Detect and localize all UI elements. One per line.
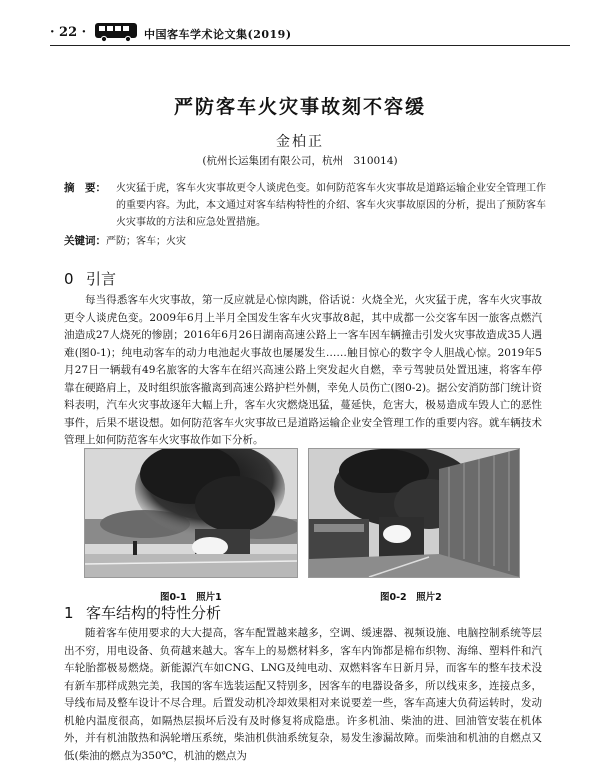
page-number: · 22 · (50, 25, 87, 40)
abstract-label: 摘 要： (64, 182, 106, 194)
keywords-text: 严防；客车；火灾 (106, 236, 186, 247)
section-number: 0 (64, 270, 74, 288)
journal-title: 中国客车学术论文集(2019) (144, 28, 292, 41)
bus-fire-photo-2 (308, 448, 520, 578)
intro-paragraph: 每当得悉客车火灾事故，第一反应就是心惊肉跳，俗话说：火烧全光，火灾猛于虎，客车火灾事故更令人谈虎色变。2009年6月上半月全国发生客车火灾事故8起，其中成都一公交客车因一旅客点燃汽油造成27人烧死的惨剧；2016年6月26日湖南高速公路上一客车因车辆撞击引发火灾事故造成35人遇难(图0-1)；纯电动客车的动力电池起火事故也屡屡发生……触目惊心的数字令人胆战心惊。2019年5月27日一辆载有49名旅客的大客车在绍兴高速公路上突发起火自燃，幸亏驾驶员处置迅速，将客车停靠在硬路肩上，及时组织旅客撤离到高速公路护栏外侧，幸免人员伤亡(图0-2)。据公安消防部门统计资料表明，汽车火灾事故逐年大幅上升，客车火灾燃烧迅猛，蔓延快，危害大，极易造成车毁人亡的恶性事件，后果不堪设想。如何防范客车火灾事故已是道路运输企业安全管理工作的重要内容。就车辆技术管理上如何防范客车火灾事故作如下分析。 (64, 294, 542, 446)
section-title: 客车结构的特性分析 (86, 604, 222, 622)
section-heading-intro (64, 268, 116, 289)
section-number: 1 (64, 604, 74, 622)
section-title: 引言 (86, 270, 117, 288)
bus-fire-photo-1 (84, 448, 298, 578)
header-divider (50, 45, 570, 46)
article-title: 严防客车火灾事故刻不容缓 (173, 96, 426, 118)
figure-caption-2: 图0-2 照片2 (380, 592, 442, 603)
bus-logo-icon (94, 20, 138, 42)
page-header (50, 18, 570, 48)
keywords-line (64, 232, 186, 248)
abstract-text: 火灾猛于虎，客车火灾事故更令人谈虎色变。如何防范客车火灾事故是道路运输企业安全管理工作的重要内容。为此，本文通过对客车结构特性的介绍、客车火灾事故原因的分析，提出了预防客车火灾事故的方法和应急处置措施。 (116, 183, 546, 228)
keywords-label: 关键词： (64, 235, 106, 247)
figure-caption-1: 图0-1 照片1 (160, 592, 222, 603)
author-affiliation: (杭州长运集团有限公司，杭州 310014) (202, 155, 398, 167)
section-heading-structure (64, 602, 221, 623)
structure-paragraph: 随着客车使用要求的大大提高，客车配置越来越多，空调、缓速器、视频设施、电脑控制系统等层出不穷，用电设备、负荷越来越大。客车上的易燃材料多，客车内饰都是棉布织物、海绵、塑料件和汽车轮胎都极易燃烧。新能源汽车如CNG、LNG及纯电动、双燃料客车日新月异，而客车的整车技术没有新车那样成熟完美，我国的客车选装运配又特别多，因客车的电器设备多，所以线束多，连接点多，导线布局及整车设计不尽合理。后置发动机冷却效果相对来说要差一些，客车高速大负荷运转时，发动机舱内温度很高，如隔热层损坏后没有及时修复将成隐患。许多机油、柴油的进、回油管安装在机体外，并有机油散热和涡轮增压系统，柴油机供油系统复杂，易发生渗漏故障。而柴油和机油的自燃点又低(柴油的燃点为350℃，机油的燃点为 (64, 627, 542, 762)
abstract-block (64, 180, 550, 231)
article-author: 金柏正 (276, 134, 324, 150)
